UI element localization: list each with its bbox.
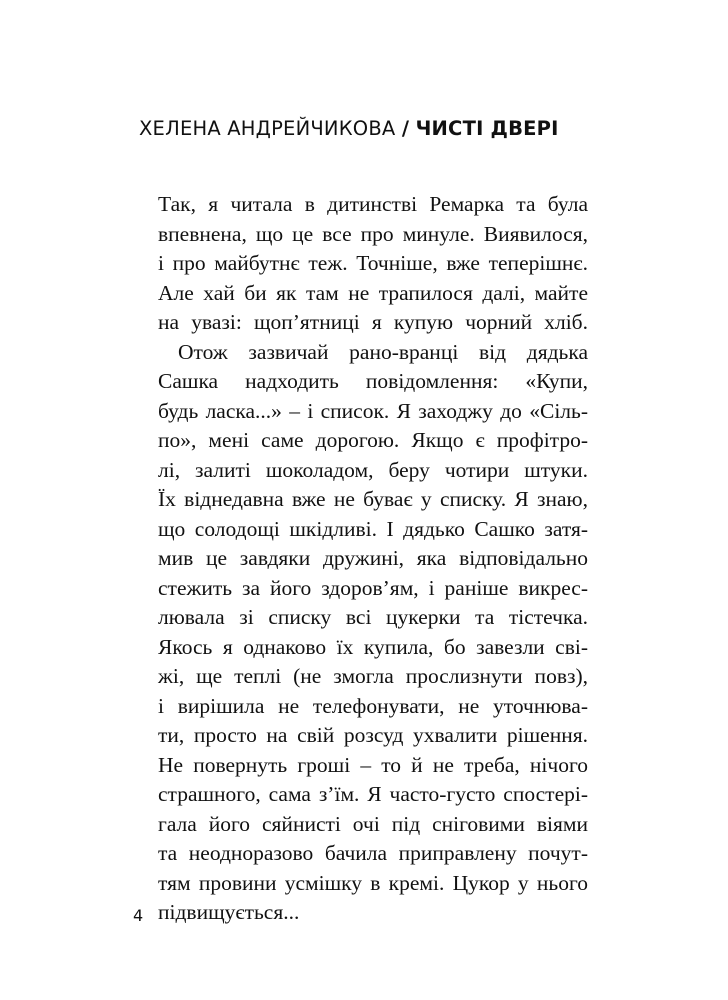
- text-line: лювала зі списку всі цукерки та тістечка.: [158, 605, 588, 629]
- running-header: [139, 117, 559, 140]
- text-line: і вирішила не телефонувати, не уточнюва-: [158, 693, 588, 718]
- page-number: 4: [133, 906, 144, 925]
- text-line: Якось я однаково їх купила, бо завезли сві-: [158, 634, 588, 659]
- text-line: страшного, сама з’їм. Я часто-густо спостері-: [158, 782, 588, 806]
- text-line: Отож зазвичай рано-вранці від дядька: [178, 339, 588, 364]
- text-line: що солодощі шкідливі. І дядько Сашко затя-: [158, 516, 588, 541]
- text-line: Сашка надходить повідомлення: «Купи,: [158, 369, 588, 393]
- text-line: впевнена, що це все про минуле. Виявилося,: [158, 221, 588, 246]
- text-line: жі, ще теплі (не змогла прослизнути повз),: [158, 664, 588, 688]
- body-text: [158, 190, 588, 928]
- paragraph: [158, 338, 588, 928]
- text-line: підвищується...: [158, 900, 300, 924]
- text-line: гала його сяйнисті очі під сніговими віями: [158, 811, 588, 836]
- text-line: на увазі: щоп’ятниці я купую чорний хліб.: [158, 310, 588, 334]
- text-line: будь ласка...» – і список. Я заходжу до «Сіль-: [158, 398, 588, 423]
- text-line: стежить за його здоров’ям, і раніше викрес-: [158, 575, 588, 600]
- text-line: Але хай би як там не трапилося далі, майте: [158, 280, 588, 305]
- text-line: Не повернуть гроші – то й не треба, нічого: [158, 752, 588, 777]
- text-line: лі, залиті шоколадом, беру чотири штуки.: [158, 457, 588, 482]
- text-line: та неодноразово бачила приправлену почут-: [158, 841, 588, 865]
- text-line: тям провини усмішку в кремі. Цукор у нього: [158, 870, 588, 895]
- header-separator: /: [401, 117, 410, 140]
- text-line: Так, я читала в дитинстві Ремарка та була: [158, 192, 588, 216]
- paragraph: [158, 190, 588, 338]
- text-line: Їх віднедавна вже не буває у списку. Я знаю,: [158, 487, 588, 511]
- text-line: і про майбутнє теж. Точніше, вже теперішнє.: [158, 251, 588, 275]
- book-title: ЧИСТІ ДВЕРІ: [415, 117, 559, 140]
- author-name: ХЕЛЕНА АНДРЕЙЧИКОВА: [139, 117, 396, 140]
- text-line: мив це завдяки дружині, яка відповідально: [158, 546, 588, 570]
- text-line: по», мені саме дорогою. Якщо є профітро-: [158, 428, 588, 452]
- text-line: ти, просто на свій розсуд ухвалити рішення.: [158, 723, 588, 747]
